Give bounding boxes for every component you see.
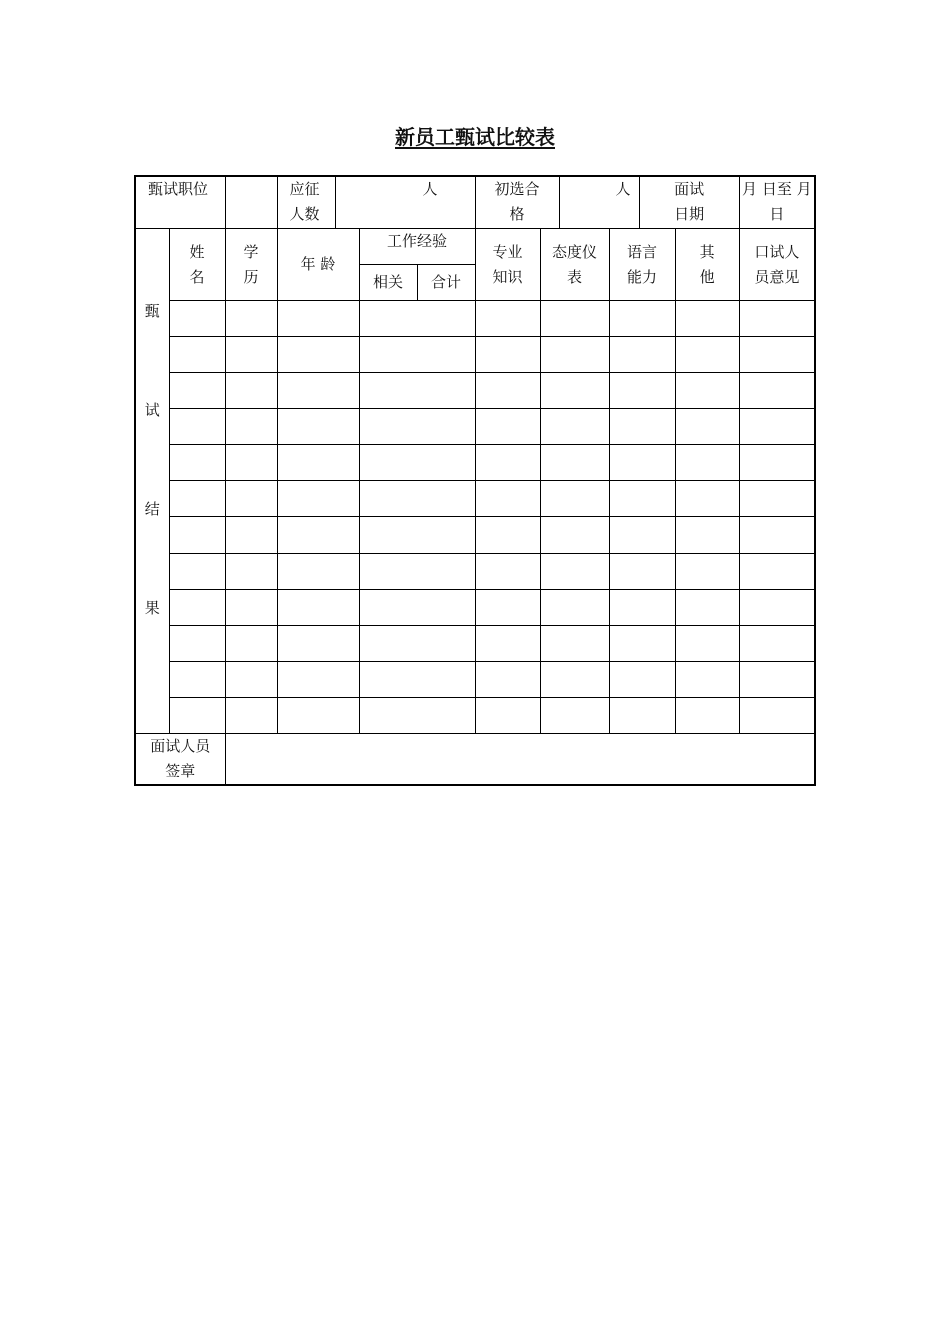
applicants-label: 应征 人数 bbox=[277, 176, 335, 229]
page-title bbox=[0, 123, 950, 151]
cell-knowledge[interactable] bbox=[475, 517, 540, 553]
cell-education[interactable] bbox=[225, 481, 277, 517]
table-row bbox=[135, 553, 815, 589]
interview-date-label: 面试 日期 bbox=[639, 176, 739, 229]
cell-language[interactable] bbox=[609, 373, 675, 409]
cell-other[interactable] bbox=[675, 553, 739, 589]
cell-name[interactable] bbox=[169, 589, 225, 625]
cell-knowledge[interactable] bbox=[475, 373, 540, 409]
cell-age[interactable] bbox=[277, 409, 359, 445]
cell-oral-opinion[interactable] bbox=[739, 445, 815, 481]
cell-attitude[interactable] bbox=[540, 301, 609, 337]
cell-language[interactable] bbox=[609, 337, 675, 373]
cell-education[interactable] bbox=[225, 409, 277, 445]
cell-name[interactable] bbox=[169, 337, 225, 373]
table-row bbox=[135, 445, 815, 481]
interview-comparison-table bbox=[134, 175, 816, 786]
cell-experience[interactable] bbox=[359, 301, 475, 337]
cell-knowledge[interactable] bbox=[475, 697, 540, 733]
col-age-header: 年 龄 bbox=[277, 229, 359, 301]
shortlisted-count-field[interactable] bbox=[559, 176, 639, 229]
cell-name[interactable] bbox=[169, 481, 225, 517]
cell-experience[interactable] bbox=[359, 661, 475, 697]
cell-name[interactable] bbox=[169, 661, 225, 697]
col-experience-related-header: 相关 bbox=[359, 265, 417, 301]
cell-experience[interactable] bbox=[359, 481, 475, 517]
cell-knowledge[interactable] bbox=[475, 301, 540, 337]
cell-attitude[interactable] bbox=[540, 661, 609, 697]
cell-age[interactable] bbox=[277, 589, 359, 625]
cell-education[interactable] bbox=[225, 517, 277, 553]
col-knowledge-header: 专业 知识 bbox=[475, 229, 540, 301]
cell-oral-opinion[interactable] bbox=[739, 553, 815, 589]
table-row bbox=[135, 373, 815, 409]
cell-education[interactable] bbox=[225, 661, 277, 697]
cell-attitude[interactable] bbox=[540, 697, 609, 733]
cell-attitude[interactable] bbox=[540, 553, 609, 589]
table-row bbox=[135, 517, 815, 553]
table-row bbox=[135, 337, 815, 373]
cell-age[interactable] bbox=[277, 445, 359, 481]
cell-language[interactable] bbox=[609, 301, 675, 337]
cell-oral-opinion[interactable] bbox=[739, 625, 815, 661]
signature-label: 面试人员 签章 bbox=[135, 733, 225, 785]
applicants-unit: 人 bbox=[422, 180, 438, 198]
col-oral-opinion-header: 口试人 员意见 bbox=[739, 229, 815, 301]
cell-experience[interactable] bbox=[359, 409, 475, 445]
cell-experience[interactable] bbox=[359, 373, 475, 409]
cell-experience[interactable] bbox=[359, 625, 475, 661]
cell-education[interactable] bbox=[225, 589, 277, 625]
cell-age[interactable] bbox=[277, 517, 359, 553]
cell-other[interactable] bbox=[675, 589, 739, 625]
cell-experience[interactable] bbox=[359, 553, 475, 589]
cell-age[interactable] bbox=[277, 481, 359, 517]
cell-language[interactable] bbox=[609, 409, 675, 445]
cell-language[interactable] bbox=[609, 625, 675, 661]
cell-name[interactable] bbox=[169, 625, 225, 661]
cell-name[interactable] bbox=[169, 301, 225, 337]
cell-knowledge[interactable] bbox=[475, 661, 540, 697]
cell-education[interactable] bbox=[225, 553, 277, 589]
signature-field[interactable] bbox=[225, 733, 815, 785]
table-row bbox=[135, 697, 815, 733]
cell-education[interactable] bbox=[225, 445, 277, 481]
cell-experience[interactable] bbox=[359, 445, 475, 481]
section-char: 结 bbox=[144, 500, 160, 519]
table-row bbox=[135, 661, 815, 697]
cell-oral-opinion[interactable] bbox=[739, 481, 815, 517]
cell-education[interactable] bbox=[225, 301, 277, 337]
cell-name[interactable] bbox=[169, 697, 225, 733]
cell-age[interactable] bbox=[277, 553, 359, 589]
cell-attitude[interactable] bbox=[540, 481, 609, 517]
column-header-row bbox=[135, 229, 815, 265]
cell-age[interactable] bbox=[277, 337, 359, 373]
cell-language[interactable] bbox=[609, 589, 675, 625]
cell-age[interactable] bbox=[277, 301, 359, 337]
cell-age[interactable] bbox=[277, 373, 359, 409]
cell-knowledge[interactable] bbox=[475, 409, 540, 445]
cell-experience[interactable] bbox=[359, 697, 475, 733]
shortlisted-label: 初选合 格 bbox=[475, 176, 559, 229]
cell-oral-opinion[interactable] bbox=[739, 697, 815, 733]
cell-knowledge[interactable] bbox=[475, 589, 540, 625]
cell-attitude[interactable] bbox=[540, 409, 609, 445]
interview-date-field[interactable]: 月 日至 月 日 bbox=[739, 176, 815, 229]
cell-knowledge[interactable] bbox=[475, 481, 540, 517]
page-title-text: 新员工甄试比较表 bbox=[395, 125, 555, 149]
table-row bbox=[135, 301, 815, 337]
col-other-header: 其 他 bbox=[675, 229, 739, 301]
cell-age[interactable] bbox=[277, 625, 359, 661]
section-label-interview-results bbox=[135, 229, 169, 734]
cell-oral-opinion[interactable] bbox=[739, 517, 815, 553]
cell-experience[interactable] bbox=[359, 589, 475, 625]
cell-language[interactable] bbox=[609, 445, 675, 481]
cell-other[interactable] bbox=[675, 301, 739, 337]
cell-other[interactable] bbox=[675, 481, 739, 517]
cell-experience[interactable] bbox=[359, 517, 475, 553]
cell-oral-opinion[interactable] bbox=[739, 409, 815, 445]
cell-knowledge[interactable] bbox=[475, 445, 540, 481]
cell-oral-opinion[interactable] bbox=[739, 337, 815, 373]
cell-language[interactable] bbox=[609, 553, 675, 589]
cell-other[interactable] bbox=[675, 373, 739, 409]
section-char: 甄 bbox=[144, 302, 160, 321]
header-row bbox=[135, 176, 815, 229]
cell-knowledge[interactable] bbox=[475, 337, 540, 373]
position-field[interactable] bbox=[225, 176, 277, 229]
col-attitude-header: 态度仪 表 bbox=[540, 229, 609, 301]
section-char: 试 bbox=[144, 401, 160, 420]
cell-language[interactable] bbox=[609, 481, 675, 517]
cell-language[interactable] bbox=[609, 697, 675, 733]
cell-knowledge[interactable] bbox=[475, 553, 540, 589]
cell-oral-opinion[interactable] bbox=[739, 373, 815, 409]
cell-attitude[interactable] bbox=[540, 445, 609, 481]
cell-education[interactable] bbox=[225, 373, 277, 409]
table-row bbox=[135, 409, 815, 445]
cell-language[interactable] bbox=[609, 661, 675, 697]
cell-name[interactable] bbox=[169, 445, 225, 481]
cell-experience[interactable] bbox=[359, 337, 475, 373]
cell-name[interactable] bbox=[169, 553, 225, 589]
col-language-header: 语言 能力 bbox=[609, 229, 675, 301]
col-education-header: 学 历 bbox=[225, 229, 277, 301]
cell-attitude[interactable] bbox=[540, 373, 609, 409]
position-label: 甄试职位 bbox=[135, 176, 225, 229]
cell-name[interactable] bbox=[169, 373, 225, 409]
cell-attitude[interactable] bbox=[540, 589, 609, 625]
table-row bbox=[135, 481, 815, 517]
cell-oral-opinion[interactable] bbox=[739, 661, 815, 697]
cell-attitude[interactable] bbox=[540, 337, 609, 373]
cell-other[interactable] bbox=[675, 517, 739, 553]
cell-attitude[interactable] bbox=[540, 625, 609, 661]
table-row bbox=[135, 589, 815, 625]
cell-education[interactable] bbox=[225, 337, 277, 373]
cell-name[interactable] bbox=[169, 409, 225, 445]
cell-oral-opinion[interactable] bbox=[739, 301, 815, 337]
cell-oral-opinion[interactable] bbox=[739, 589, 815, 625]
cell-other[interactable] bbox=[675, 661, 739, 697]
cell-other[interactable] bbox=[675, 697, 739, 733]
col-experience-header: 工作经验 bbox=[359, 229, 475, 265]
cell-other[interactable] bbox=[675, 337, 739, 373]
cell-language[interactable] bbox=[609, 517, 675, 553]
cell-other[interactable] bbox=[675, 445, 739, 481]
cell-other[interactable] bbox=[675, 625, 739, 661]
cell-age[interactable] bbox=[277, 697, 359, 733]
section-char: 果 bbox=[144, 599, 160, 618]
cell-attitude[interactable] bbox=[540, 517, 609, 553]
cell-education[interactable] bbox=[225, 697, 277, 733]
table-row bbox=[135, 625, 815, 661]
cell-education[interactable] bbox=[225, 625, 277, 661]
cell-name[interactable] bbox=[169, 517, 225, 553]
cell-knowledge[interactable] bbox=[475, 625, 540, 661]
col-experience-total-header: 合计 bbox=[417, 265, 475, 301]
cell-other[interactable] bbox=[675, 409, 739, 445]
signature-row bbox=[135, 733, 815, 785]
applicants-count-field[interactable] bbox=[335, 176, 475, 229]
col-name-header: 姓 名 bbox=[169, 229, 225, 301]
shortlisted-unit: 人 bbox=[615, 180, 631, 198]
cell-age[interactable] bbox=[277, 661, 359, 697]
